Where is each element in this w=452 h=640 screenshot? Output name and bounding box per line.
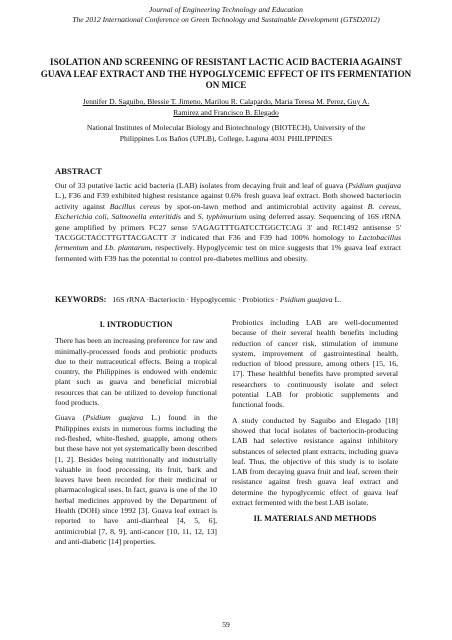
abstract-text: and <box>180 212 198 222</box>
authors-line-2: Ramirez and Francisco B. Elegado <box>173 107 279 117</box>
keyword-species: Psidium guajava <box>279 295 333 304</box>
keywords-line <box>55 295 401 305</box>
right-column <box>232 318 398 531</box>
author-list <box>40 97 412 118</box>
species-name: Salmonella enteritidis <box>111 212 181 222</box>
methods-heading: II. MATERIALS AND METHODS <box>253 514 377 524</box>
keywords-label: KEYWORDS: <box>55 295 107 304</box>
conference-name: The 2012 International Conference on Green Technology and Sustainable Development (GTSD2012) <box>72 15 380 24</box>
introduction-heading: I. INTRODUCTION <box>99 320 173 329</box>
authors-line-1: Jennifer D. Saguibo, Blessie T. Jimeno, Marilou R. Calapardo, Maria Teresa M. Perez, Guy A. <box>82 97 370 106</box>
paper-title: ISOLATION AND SCREENING OF RESISTANT LACTIC ACID BACTERIA AGAINST GUAVA LEAF EXTRACT AND THE HYPOGLYCEMIC EFFECT OF ITS FERMENTATION ON MICE <box>40 57 412 90</box>
species-name: Lb. plantarum <box>105 243 151 253</box>
abstract-text: and <box>88 243 106 253</box>
abstract-text: , respectively. Hypoglycemic test on mice suggests that 1% guava leaf extract fermented with F39 has the potential to control pre-diabetes mellitus and obesity. <box>55 243 402 263</box>
intro-paragraph-3: Probiotics including LAB are well-documented because of their several health benefits including reduction of cancer risk, stimulation of immune system, improvement of gastrointestinal health, reduction of blood pressure, among others [15, 16, 17]. These healthful benefits have prompted several researchers to continuously isolate and select potential LAB for probiotic supplements and functional foods. <box>232 318 398 410</box>
affiliation <box>40 123 412 144</box>
abstract-text: , <box>399 201 401 211</box>
keywords-text: 16S rRNA ∙Bacteriocin ∙ Hypoglycemic ∙ Probiotics ∙ <box>112 295 280 304</box>
abstract-text: L.), F36 and F39 exhibited highest resistance against 0.6% fresh guava leaf extract. Both showed bacteriocin activity against <box>55 191 401 211</box>
species-name: Escherichia coli <box>55 212 107 222</box>
keywords-tail: L. <box>332 295 342 304</box>
intro-paragraph-2 <box>55 413 217 547</box>
affiliation-line-1: National Institutes of Molecular Biology and Biotechnology (BIOTECH), University of the <box>86 123 366 132</box>
paragraph-text: Guava ( <box>55 413 86 423</box>
species-name: B. cereus <box>367 201 400 211</box>
page-number: 59 <box>222 620 230 629</box>
abstract-body <box>55 181 401 264</box>
abstract-text: using deferred assay. Sequencing of 16S rRNA gene amplified by primers FC27 sense 5'AGAGTTTGATCCTGGCTCAG 3' and RC1492 antisense 5' TACGGCTACCTTGTTACGACTT 3' indicated that F36 and F39 had 100% homology to <box>55 212 401 243</box>
affiliation-line-2: Philippines Los Baños (UPLB), College, Laguna 4031 PHILIPPINES <box>119 133 333 143</box>
species-name: Psidium guajava <box>85 413 144 423</box>
intro-paragraph-4: A study conducted by Saguibo and Elegado [18] showed that local isolates of bacteriocin-producing LAB had selective resistance against inhibitory substances of selected plant extracts, including guava leaf. Thus, the objective of this study is to isolate LAB from decaying guava fruit and leaf, screen their resistance against fresh guava leaf extract and determine the hypoglycemic effect of guava leaf extract fermented with the best LAB isolate. <box>232 415 398 508</box>
species-name: Bacillus cereus <box>109 201 160 211</box>
left-column <box>55 320 217 552</box>
journal-name: Journal of Engineering Technology and Education <box>149 5 303 14</box>
abstract-heading: ABSTRACT <box>55 166 102 176</box>
species-name: S. typhimurium <box>197 212 247 222</box>
species-name: Lactobacillus fermentum <box>55 233 401 253</box>
paragraph-text: L.) found in the Philippines exists in numerous forms including the red-fleshed, white-fleshed, guapple, among others but these have not yet systematically been described [1, 2]. Besides being nutritionally and industrially valuable in food processing, its fruit, bark and leaves have been recorded for their medicinal or pharmacological uses. In fact, guava is one of the 10 herbal medicines approved by the Department of Health (DOH) since 1992 [3]. Guava leaf extract is reported to have anti-diarrheal [4, 5, 6], antimicrobial [7, 8, 9], anti-cancer [10, 11, 12, 13] and anti-diabetic [14] properties. <box>55 413 218 546</box>
abstract-text: by spot-on-lawn method and antimicrobial activity against <box>159 201 368 211</box>
abstract-text: , <box>106 212 112 222</box>
intro-paragraph-1: There has been an increasing preference for raw and minimally-processed foods and probiotic products due to their nutraceutical effects. Being a tropical country, the Philippines is endowed with endemic plant such as guava and beneficial microbial resources that can be utilized to develop functional food products. <box>55 336 217 408</box>
species-name: Psidium guajava <box>348 181 401 190</box>
abstract-text: Out of 33 putative lactic acid bacteria (LAB) isolates from decaying fruit and leaf of guava ( <box>55 181 349 190</box>
